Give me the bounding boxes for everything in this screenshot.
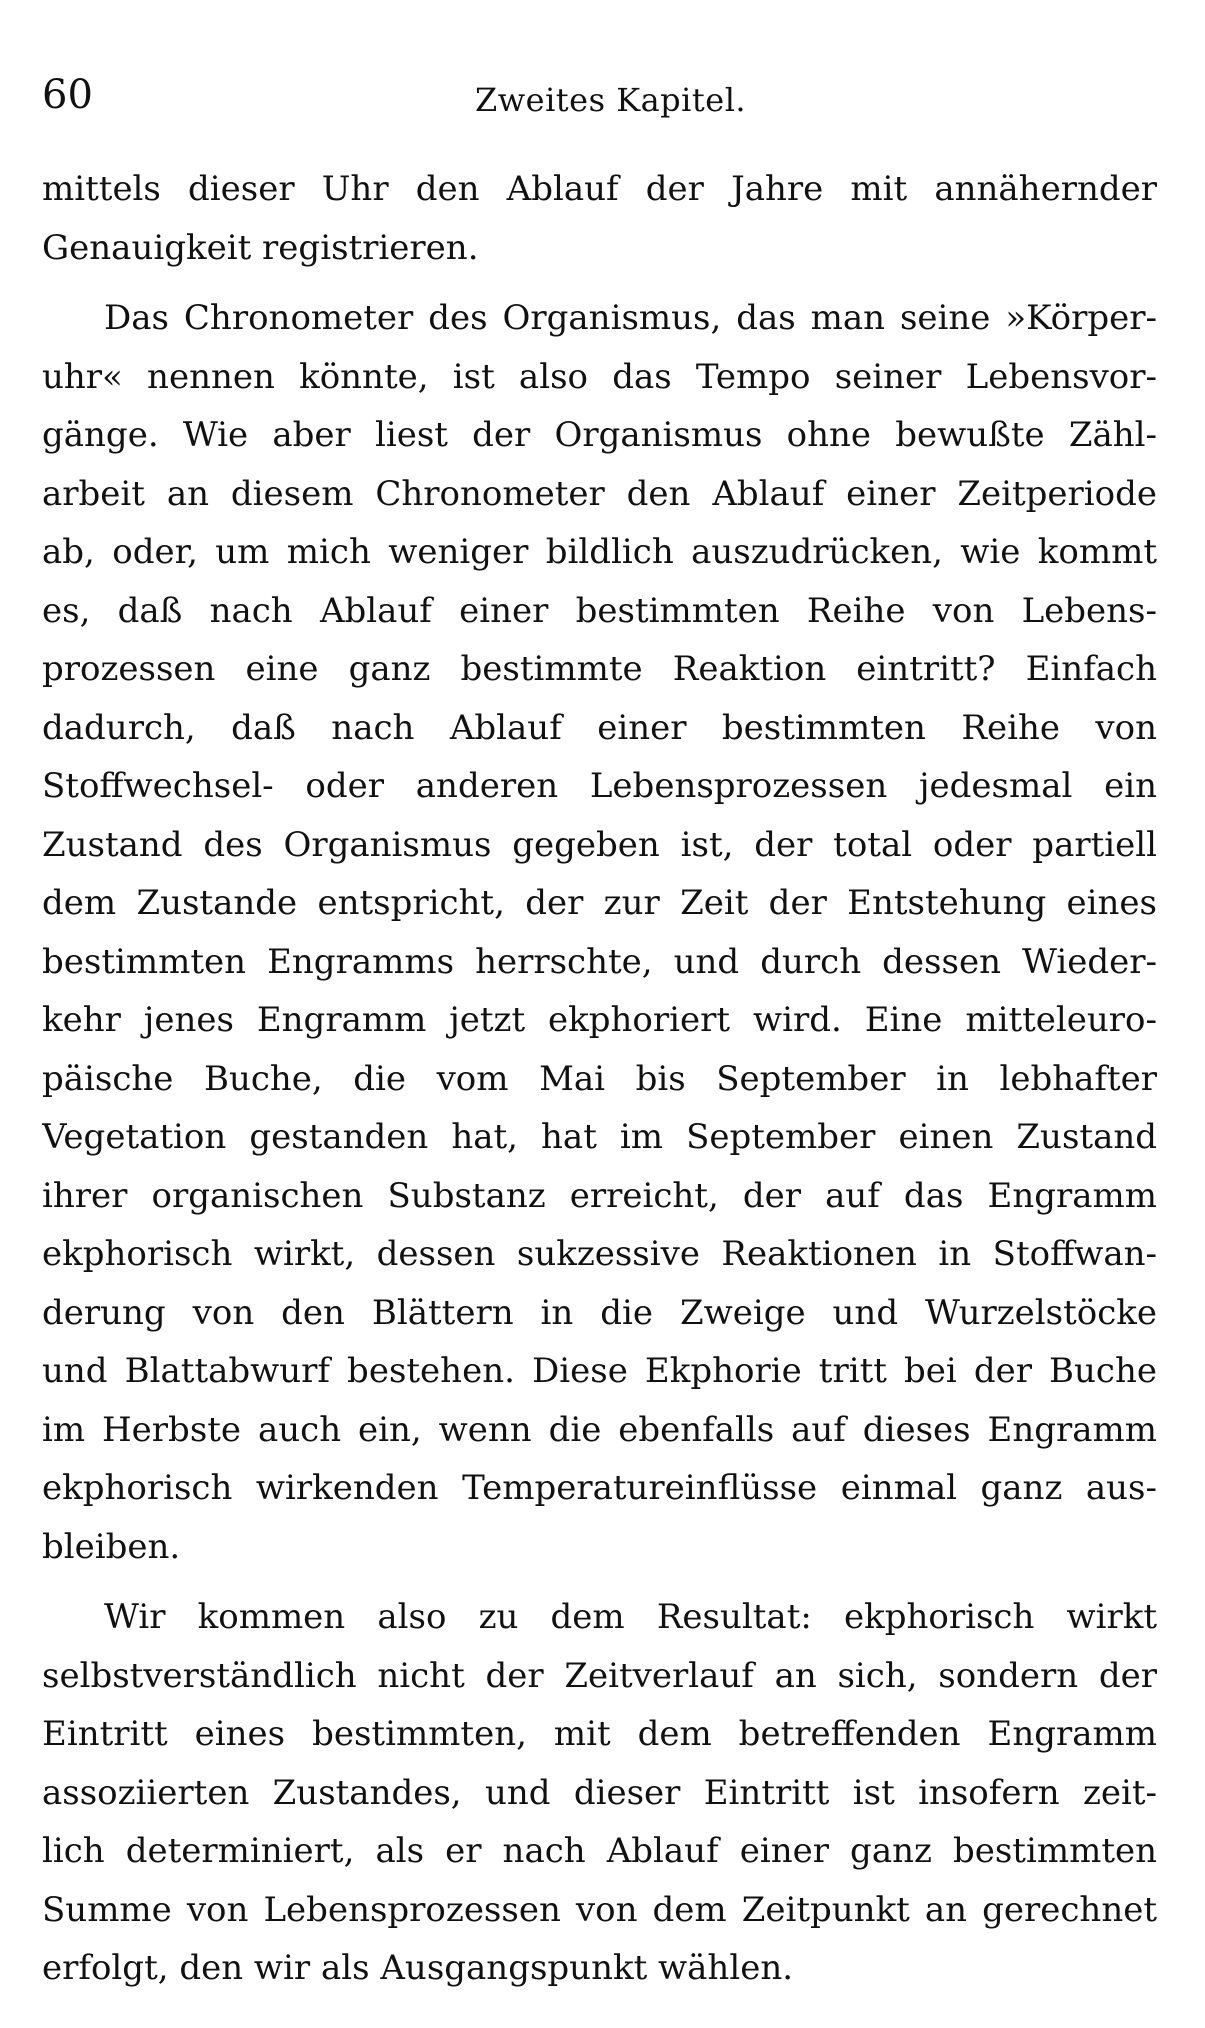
- text-line: selbstverständlich nicht der Zeitverlauf an sich, sondern der: [42, 1655, 1157, 1696]
- text-line: Genauigkeit registrieren.: [42, 227, 479, 268]
- text-line: lich determiniert, als er nach Ablauf einer ganz bestimmten: [42, 1831, 1157, 1871]
- paragraph-3: [42, 1588, 1157, 1998]
- paragraph-1: [42, 160, 1157, 277]
- text-line: und Blattabwurf bestehen. Diese Ekphorie tritt bei der Buche: [42, 1351, 1157, 1391]
- text-line: ihrer organischen Substanz erreicht, der auf das Engramm: [42, 1175, 1157, 1216]
- body-text: [42, 160, 1157, 1998]
- text-line: Summe von Lebensprozessen von dem Zeitpunkt an gerechnet: [42, 1889, 1157, 1930]
- text-line: dadurch, daß nach Ablauf einer bestimmten Reihe von: [42, 707, 1157, 748]
- text-line: prozessen eine ganz bestimmte Reaktion eintritt? Einfach: [42, 649, 1157, 689]
- text-line: päische Buche, die vom Mai bis September in lebhafter: [42, 1058, 1157, 1099]
- text-line: ekphorisch wirkenden Temperatureinflüsse einmal ganz aus-: [42, 1468, 1157, 1508]
- text-line: im Herbste auch ein, wenn die ebenfalls auf dieses Engramm: [42, 1409, 1157, 1450]
- running-head: [42, 70, 1162, 130]
- chapter-title: Zweites Kapitel.: [475, 81, 747, 119]
- text-line: es, daß nach Ablauf einer bestimmten Reihe von Lebens-: [42, 590, 1157, 631]
- text-line: derung von den Blättern in die Zweige und Wurzelstöcke: [42, 1292, 1157, 1333]
- text-line: uhr« nennen könnte, ist also das Tempo seiner Lebensvor-: [42, 356, 1157, 397]
- text-line: dem Zustande entspricht, der zur Zeit der Entstehung eines: [42, 883, 1157, 923]
- text-line: mittels dieser Uhr den Ablauf der Jahre mit annähernder: [42, 169, 1157, 209]
- text-line: erfolgt, den wir als Ausgangspunkt wählen.: [42, 1948, 794, 1988]
- text-line: Wir kommen also zu dem Resultat: ekphorisch wirkt: [104, 1597, 1157, 1637]
- text-line: ab, oder, um mich weniger bildlich auszudrücken, wie kommt: [42, 532, 1157, 572]
- text-line: kehr jenes Engramm jetzt ekphoriert wird. Eine mitteleuro-: [42, 1000, 1157, 1040]
- page-number: 60: [42, 72, 93, 118]
- text-line: gänge. Wie aber liest der Organismus ohne bewußte Zähl-: [42, 415, 1157, 455]
- text-line: assoziierten Zustandes, und dieser Eintritt ist insofern zeit-: [42, 1772, 1157, 1813]
- text-line: arbeit an diesem Chronometer den Ablauf einer Zeitperiode: [42, 473, 1157, 514]
- text-line: Eintritt eines bestimmten, mit dem betreffenden Engramm: [42, 1714, 1157, 1754]
- text-line: Stoffwechsel- oder anderen Lebensprozessen jedesmal ein: [42, 766, 1157, 806]
- text-line: Das Chronometer des Organismus, das man seine »Körper-: [104, 298, 1157, 338]
- text-line: ekphorisch wirkt, dessen sukzessive Reaktionen in Stoffwan-: [42, 1234, 1157, 1274]
- text-line: bleiben.: [42, 1526, 181, 1567]
- text-line: Vegetation gestanden hat, hat im September einen Zustand: [42, 1117, 1157, 1157]
- text-line: bestimmten Engramms herrschte, und durch dessen Wieder-: [42, 941, 1157, 982]
- text-line: Zustand des Organismus gegeben ist, der total oder partiell: [42, 824, 1157, 865]
- paragraph-2: [42, 289, 1157, 1576]
